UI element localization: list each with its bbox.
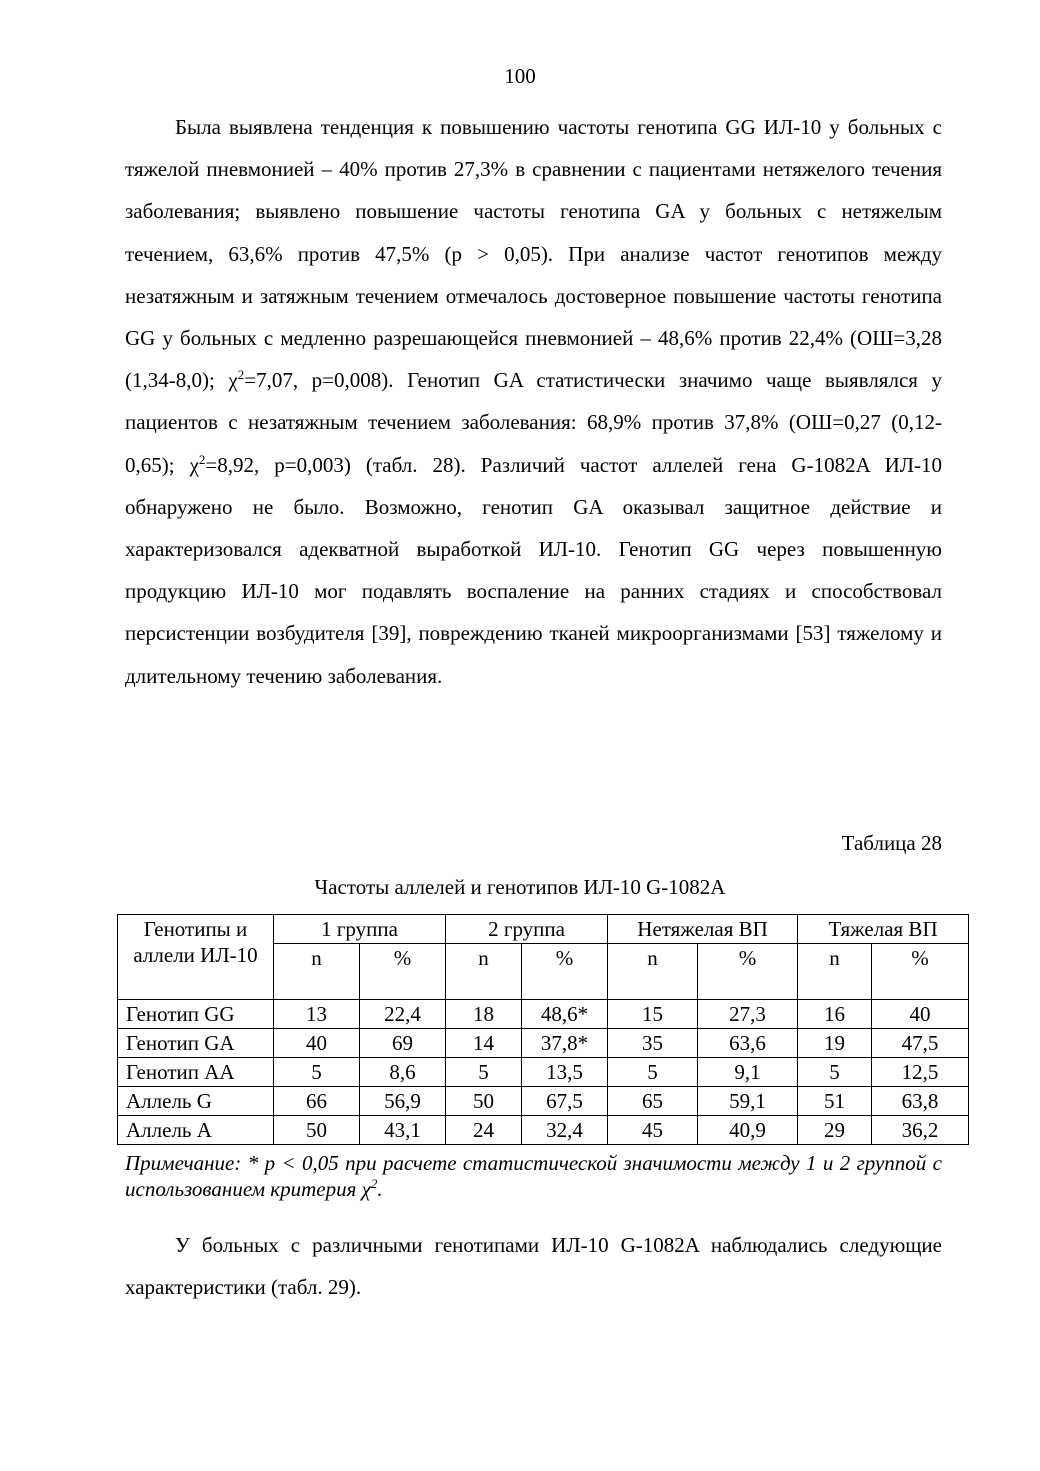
subheader-n: n xyxy=(274,944,360,1000)
subheader-percent: % xyxy=(360,944,446,1000)
frequency-table xyxy=(117,914,969,1145)
row-label: Генотип AA xyxy=(118,1058,274,1087)
table-cell: 16 xyxy=(798,1000,872,1029)
table-row xyxy=(118,1000,969,1029)
table-note-text: Примечание: * p < 0,05 при расчете статистической значимости между 1 и 2 группой с использованием критерия χ xyxy=(125,1151,942,1201)
table-cell: 43,1 xyxy=(360,1116,446,1145)
table-cell: 22,4 xyxy=(360,1000,446,1029)
table-cell: 47,5 xyxy=(872,1029,969,1058)
table-cell: 67,5 xyxy=(522,1087,608,1116)
subheader-percent: % xyxy=(522,944,608,1000)
note-superscript: 2 xyxy=(370,1176,378,1191)
table-cell: 40 xyxy=(274,1029,360,1058)
table-cell: 69 xyxy=(360,1029,446,1058)
subheader-percent: % xyxy=(698,944,798,1000)
header-group-1: 1 группа xyxy=(274,915,446,944)
row-label: Аллель A xyxy=(118,1116,274,1145)
table-row xyxy=(118,1029,969,1058)
table-cell: 13 xyxy=(274,1000,360,1029)
table-cell: 5 xyxy=(798,1058,872,1087)
header-group-2: 2 группа xyxy=(446,915,608,944)
table-cell: 27,3 xyxy=(698,1000,798,1029)
table-cell: 40,9 xyxy=(698,1116,798,1145)
table-row xyxy=(118,1058,969,1087)
table-note-end: . xyxy=(377,1177,383,1201)
table-cell: 45 xyxy=(608,1116,698,1145)
table-row xyxy=(118,1087,969,1116)
table-cell: 19 xyxy=(798,1029,872,1058)
subheader-n: n xyxy=(608,944,698,1000)
table-cell: 18 xyxy=(446,1000,522,1029)
table-cell: 35 xyxy=(608,1029,698,1058)
table-cell: 59,1 xyxy=(698,1087,798,1116)
table-cell: 32,4 xyxy=(522,1116,608,1145)
table-cell: 65 xyxy=(608,1087,698,1116)
table-label: Таблица 28 xyxy=(841,831,942,855)
chi-square-superscript-2: 2 xyxy=(198,451,206,467)
table-cell: 14 xyxy=(446,1029,522,1058)
paragraph-2: У больных с различными генотипами ИЛ-10 G-1082A наблюдались следующие характеристики (табл. 29). xyxy=(125,1233,942,1300)
table-caption: Частоты аллелей и генотипов ИЛ-10 G-1082A xyxy=(314,875,726,899)
table-cell: 24 xyxy=(446,1116,522,1145)
table-cell: 66 xyxy=(274,1087,360,1116)
table-cell: 8,6 xyxy=(360,1058,446,1087)
table-cell: 63,6 xyxy=(698,1029,798,1058)
header-severe: Тяжелая ВП xyxy=(798,915,969,944)
paragraph-1-text-c: =8,92, p=0,003) (табл. 28). Различий частот аллелей гена G-1082A ИЛ-10 обнаружено не было. Возможно, генотип GA оказывал защитное действие и характеризовался адекватной выработкой ИЛ-10. Генотип GG через повышенную продукцию ИЛ-10 мог подавлять воспаление на ранних стадиях и способствовал персистенции возбудителя [39], повреждению тканей микроорганизмами [53] тяжелому и длительному течению заболевания. xyxy=(125,452,942,688)
table-cell: 37,8* xyxy=(522,1029,608,1058)
table-cell: 13,5 xyxy=(522,1058,608,1087)
table-cell: 9,1 xyxy=(698,1058,798,1087)
paragraph-1 xyxy=(125,106,942,697)
table-cell: 50 xyxy=(274,1116,360,1145)
table-cell: 50 xyxy=(446,1087,522,1116)
table-note xyxy=(125,1150,942,1202)
table-cell: 5 xyxy=(446,1058,522,1087)
table-cell: 5 xyxy=(608,1058,698,1087)
row-label: Аллель G xyxy=(118,1087,274,1116)
table-cell: 48,6* xyxy=(522,1000,608,1029)
table-cell: 36,2 xyxy=(872,1116,969,1145)
paragraph-1-text-a: Была выявлена тенденция к повышению частоты генотипа GG ИЛ-10 у больных с тяжелой пневмонией – 40% против 27,3% в сравнении с пациентами нетяжелого течения заболевания; выявлено повышение частоты генотипа GA у больных с нетяжелым течением, 63,6% против 47,5% (p > 0,05). При анализе частот генотипов между незатяжным и затяжным течением отмечалось достоверное повышение частоты генотипа GG у больных с медленно разрешающейся пневмонией – 48,6% против 22,4% (ОШ=3,28 (1,34-8,0); χ xyxy=(125,115,942,393)
table-cell: 12,5 xyxy=(872,1058,969,1087)
subheader-n: n xyxy=(446,944,522,1000)
table-row xyxy=(118,1116,969,1145)
subheader-percent: % xyxy=(872,944,969,1000)
page-number: 100 xyxy=(504,64,536,88)
table-cell: 63,8 xyxy=(872,1087,969,1116)
table-cell: 40 xyxy=(872,1000,969,1029)
row-label: Генотип GG xyxy=(118,1000,274,1029)
paragraph-1-text-b: =7,07, p=0,008). Генотип GA статистически значимо чаще выявлялся у пациентов с незатяжным течением заболевания: 68,9% против 37,8% (ОШ=0,27 (0,12-0,65); χ xyxy=(125,368,943,477)
table-cell: 51 xyxy=(798,1087,872,1116)
table-cell: 5 xyxy=(274,1058,360,1087)
chi-square-superscript-1: 2 xyxy=(237,367,245,383)
table-cell: 15 xyxy=(608,1000,698,1029)
table-header-row xyxy=(118,915,969,944)
table-cell: 56,9 xyxy=(360,1087,446,1116)
header-genotypes-alleles: Генотипы и аллели ИЛ-10 xyxy=(118,915,274,1000)
row-label: Генотип GA xyxy=(118,1029,274,1058)
header-non-severe: Нетяжелая ВП xyxy=(608,915,798,944)
table-cell: 29 xyxy=(798,1116,872,1145)
subheader-n: n xyxy=(798,944,872,1000)
